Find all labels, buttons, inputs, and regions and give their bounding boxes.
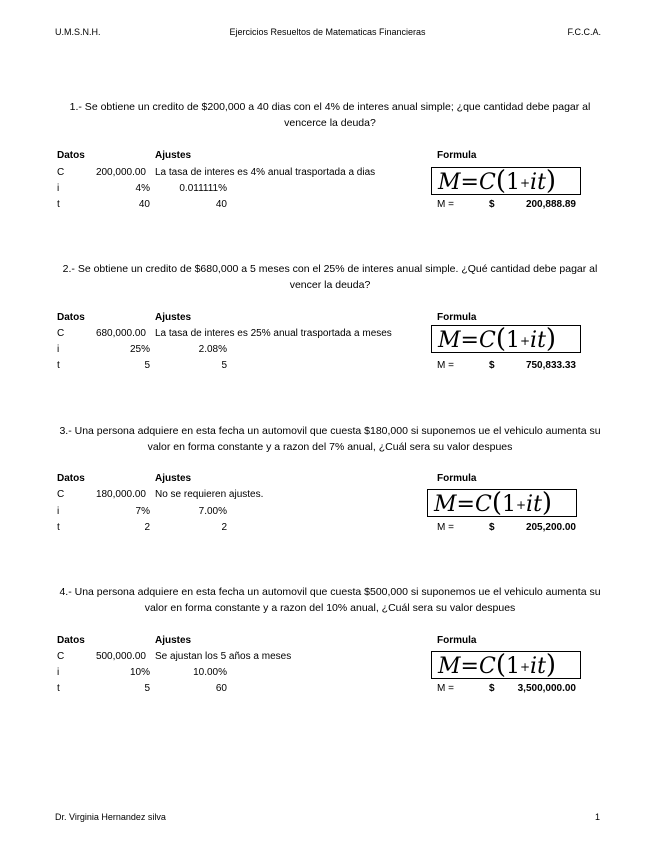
i-label: i bbox=[57, 344, 60, 355]
formula-close: ) bbox=[545, 650, 557, 680]
i-value: 25% bbox=[129, 344, 150, 355]
i-adjusted: 10.00% bbox=[193, 667, 227, 678]
t-value: 40 bbox=[138, 199, 150, 210]
t-value: 5 bbox=[144, 360, 150, 371]
footer-author: Dr. Virginia Hernandez silva bbox=[55, 812, 166, 822]
t-value: 2 bbox=[144, 522, 150, 533]
i-label: i bbox=[57, 506, 60, 517]
formula-it: it bbox=[526, 492, 542, 517]
currency-sign: $ bbox=[489, 360, 495, 371]
problem-4-question: 4.- Una persona adquiere en esta fecha un automovil que cuesta $500,000 si suponemos ue el vehiculo aumenta su valor en forma constante y a razon del 10% anual, ¿Cuál sera su valor despues bbox=[59, 586, 601, 614]
problem-1-question: 1.- Se obtiene un credito de $200,000 a 40 dias con el 4% de interes anual simple; ¿que cantidad debe pagar al vencerce la deuda? bbox=[69, 101, 591, 129]
c-label: C bbox=[57, 651, 65, 662]
formula-eq: = bbox=[456, 492, 475, 517]
i-label: i bbox=[57, 183, 60, 194]
header-right: F.C.C.A. bbox=[567, 27, 601, 37]
formula-open: ( bbox=[495, 650, 506, 680]
t-label: t bbox=[57, 199, 60, 210]
c-label: C bbox=[57, 489, 65, 500]
c-label: C bbox=[57, 328, 65, 339]
formula-open: ( bbox=[495, 324, 506, 354]
t-adjusted: 2 bbox=[221, 522, 227, 533]
t-adjusted: 60 bbox=[215, 683, 227, 694]
i-adjusted: 7.00% bbox=[198, 506, 227, 517]
problem-3-question: 3.- Una persona adquiere en esta fecha un automovil que cuesta $180,000 si suponemos ue el vehiculo aumenta su valor en forma constante y a razon del 7% anual, ¿Cuál sera su valor despues bbox=[59, 425, 601, 453]
m-result: 3,500,000.00 bbox=[517, 683, 576, 694]
i-value: 10% bbox=[129, 667, 150, 678]
formula-open: ( bbox=[491, 488, 502, 518]
c-value: 200,000.00 bbox=[95, 167, 146, 178]
formula-plus: + bbox=[519, 334, 531, 348]
datos-label: Datos bbox=[57, 150, 85, 161]
m-result: 750,833.33 bbox=[525, 360, 576, 371]
formula-one: 1 bbox=[505, 170, 520, 195]
formula-it: it bbox=[530, 170, 546, 195]
formula-c: C bbox=[478, 654, 496, 679]
m-label: M = bbox=[437, 360, 454, 371]
formula-eq: = bbox=[460, 654, 479, 679]
t-label: t bbox=[57, 360, 60, 371]
formula-one: 1 bbox=[501, 492, 516, 517]
formula-lhs: M bbox=[438, 328, 461, 353]
formula-c: C bbox=[478, 328, 496, 353]
i-adjusted: 2.08% bbox=[198, 344, 227, 355]
c-label: C bbox=[57, 167, 65, 178]
i-label: i bbox=[57, 667, 60, 678]
adjust-note: La tasa de interes es 4% anual trasportada a dias bbox=[155, 167, 376, 178]
t-label: t bbox=[57, 522, 60, 533]
currency-sign: $ bbox=[489, 199, 495, 210]
formula-lhs: M bbox=[434, 492, 457, 517]
ajustes-label: Ajustes bbox=[155, 635, 192, 646]
c-value: 500,000.00 bbox=[95, 651, 146, 662]
ajustes-label: Ajustes bbox=[155, 473, 192, 484]
problem-2-question: 2.- Se obtiene un credito de $680,000 a 5 meses con el 25% de interes anual simple. ¿Qué cantidad debe pagar al vencer la deuda? bbox=[62, 263, 598, 291]
currency-sign: $ bbox=[489, 683, 495, 694]
currency-sign: $ bbox=[489, 522, 495, 533]
formula-image bbox=[427, 489, 577, 517]
i-value: 7% bbox=[135, 506, 150, 517]
c-value: 680,000.00 bbox=[95, 328, 146, 339]
header-title: Ejercicios Resueltos de Matematicas Financieras bbox=[229, 27, 426, 37]
formula-image bbox=[431, 651, 581, 679]
formula-c: C bbox=[478, 170, 496, 195]
m-result: 205,200.00 bbox=[525, 522, 576, 533]
t-value: 5 bbox=[144, 683, 150, 694]
formula-c: C bbox=[474, 492, 492, 517]
m-result: 200,888.89 bbox=[525, 199, 576, 210]
formula-close: ) bbox=[541, 488, 553, 518]
m-label: M = bbox=[437, 199, 454, 210]
datos-label: Datos bbox=[57, 473, 85, 484]
formula-close: ) bbox=[545, 166, 557, 196]
ajustes-label: Ajustes bbox=[155, 150, 192, 161]
adjust-note: La tasa de interes es 25% anual trasportada a meses bbox=[155, 328, 392, 339]
t-label: t bbox=[57, 683, 60, 694]
t-adjusted: 40 bbox=[215, 199, 227, 210]
formula-it: it bbox=[530, 654, 546, 679]
formula-plus: + bbox=[515, 498, 527, 512]
formula-close: ) bbox=[545, 324, 557, 354]
formula-one: 1 bbox=[505, 328, 520, 353]
formula-plus: + bbox=[519, 176, 531, 190]
formula-label: Formula bbox=[437, 473, 477, 484]
formula-label: Formula bbox=[437, 312, 477, 323]
m-label: M = bbox=[437, 683, 454, 694]
adjust-note: No se requieren ajustes. bbox=[155, 489, 264, 500]
i-adjusted: 0.011111% bbox=[179, 183, 227, 194]
c-value: 180,000.00 bbox=[95, 489, 146, 500]
formula-it: it bbox=[530, 328, 546, 353]
adjust-note: Se ajustan los 5 años a meses bbox=[155, 651, 292, 662]
ajustes-label: Ajustes bbox=[155, 312, 192, 323]
formula-open: ( bbox=[495, 166, 506, 196]
m-label: M = bbox=[437, 522, 454, 533]
formula-label: Formula bbox=[437, 150, 477, 161]
formula-lhs: M bbox=[438, 654, 461, 679]
datos-label: Datos bbox=[57, 635, 85, 646]
page-number: 1 bbox=[594, 812, 600, 822]
formula-image bbox=[431, 325, 581, 353]
i-value: 4% bbox=[135, 183, 150, 194]
formula-image bbox=[431, 167, 581, 195]
t-adjusted: 5 bbox=[221, 360, 227, 371]
formula-one: 1 bbox=[505, 654, 520, 679]
formula-label: Formula bbox=[437, 635, 477, 646]
header-left: U.M.S.N.H. bbox=[55, 27, 101, 37]
formula-lhs: M bbox=[438, 170, 461, 195]
datos-label: Datos bbox=[57, 312, 85, 323]
formula-plus: + bbox=[519, 660, 531, 674]
formula-eq: = bbox=[460, 170, 479, 195]
formula-eq: = bbox=[460, 328, 479, 353]
